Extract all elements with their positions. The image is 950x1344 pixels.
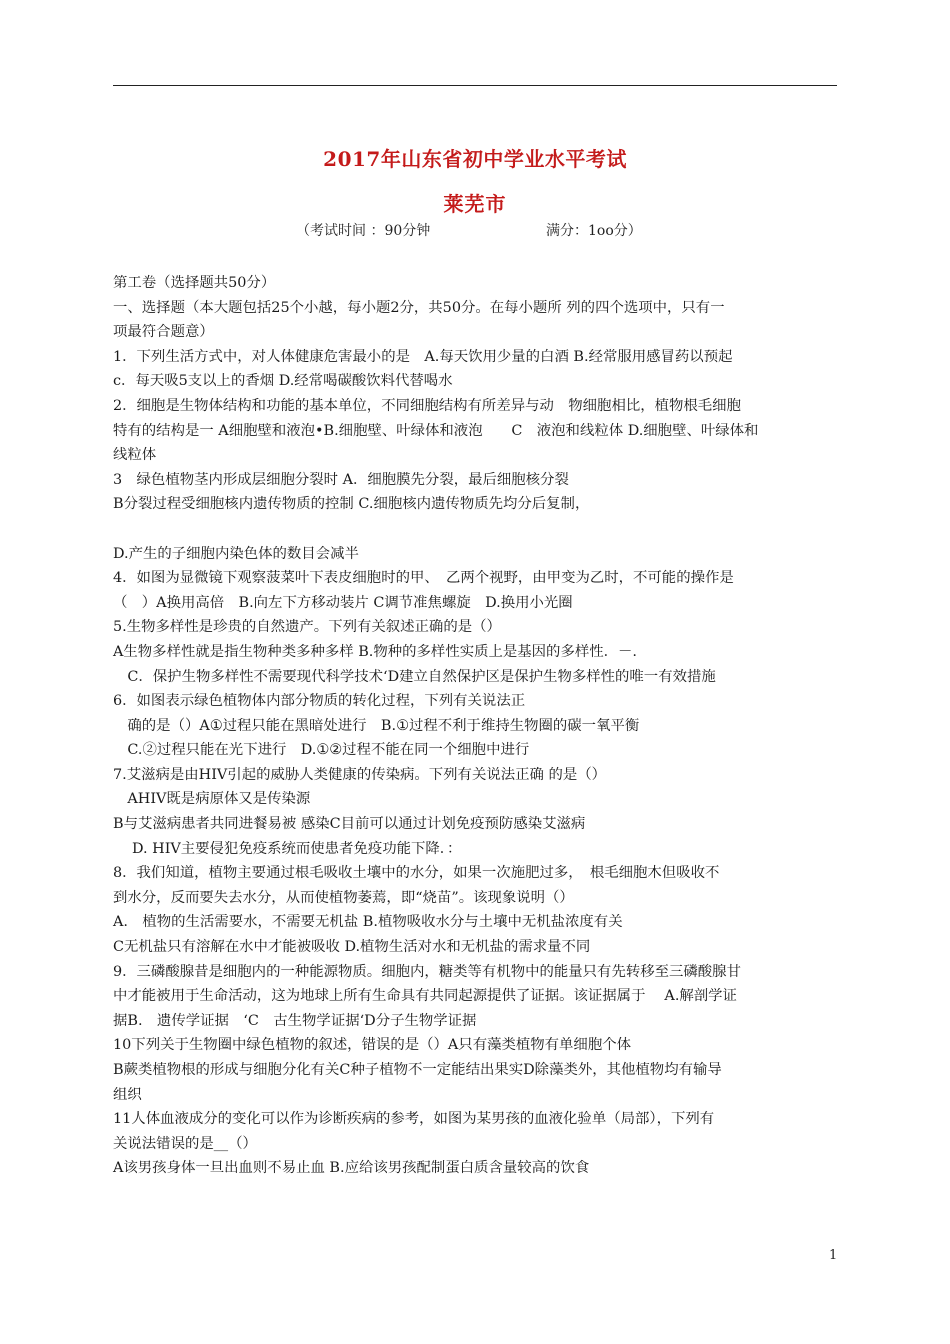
text-line: c．每天吸5支以上的香烟 D.经常喝碳酸饮料代替喝水 (113, 373, 453, 390)
text-line: 第工卷（选择题共50分） (113, 275, 276, 291)
text-line: C．保护生物多样性不需要现代科学技术‘D建立自然保护区是保护生物多样性的唯一有效措施 (113, 668, 716, 685)
text-line: C无机盐只有溶解在水中才能被吸收 D.植物生活对水和无机盐的需求量不同 (113, 939, 591, 956)
text-line: C.②过程只能在光下进行 D.①②过程不能在同一个细胞中进行 (113, 742, 530, 759)
exam-title: 2017年山东省初中学业水平考试 (323, 147, 627, 171)
text-line: 组织 (113, 1086, 142, 1103)
text-line: 据B. 遗传学证据 ‘C 古生物学证据‘D分子生物学证据 (113, 1012, 477, 1029)
exam-city: 莱芜市 (443, 192, 507, 216)
text-line: 特有的结构是一 A细胞壁和液泡•B.细胞壁、叶绿体和液泡 C 液泡和线粒体 D.细胞壁、叶绿体和 (113, 422, 759, 439)
text-line: A. 植物的生活需要水，不需要无机盐 B.植物吸收水分与土壤中无机盐浓度有关 (113, 914, 623, 931)
page-number: 1 (829, 1248, 838, 1263)
text-line: （ ）A换用高倍 B.向左下方移动装片 C调节准焦螺旋 D.换用小光圈 (113, 594, 573, 611)
question-body (113, 271, 841, 1181)
text-line: 确的是（）A①过程只能在黑暗处进行 B.①过程不利于维持生物圈的碳一氧平衡 (113, 717, 640, 734)
text-line: 线粒体 (113, 447, 157, 464)
text-line: 中才能被用于生命活动，这为地球上所有生命具有共同起源提供了证据。该证据属于 A.解剖学证 (113, 988, 737, 1005)
text-line: 10下列关于生物圈中绿色植物的叙述，错误的是（）A只有藻类植物有单细胞个体 (113, 1037, 631, 1054)
text-line: D. HIV主要侵犯免疫系统而使患者免疫功能下降．： (113, 840, 462, 857)
text-line: 项最符合题意） (113, 324, 214, 341)
text-line: 关说法错误的是__（） (113, 1135, 257, 1152)
text-line: 到水分，反而要失去水分，从而使植物萎蔫，即“烧苗”。该现象说明（） (113, 889, 574, 906)
text-line: AHIV既是病原体又是传染源 (113, 791, 311, 808)
text-line: 1．下列生活方式中，对人体健康危害最小的是 A.每天饮用少量的白酒 B.经常服用感冒药以预起 (113, 348, 733, 365)
text-line: B分裂过程受细胞核内遗传物质的控制 C.细胞核内遗传物质先均分后复制， (113, 496, 590, 513)
text-line: B蕨类植物根的形成与细胞分化有关C种子植物不一定能结出果实D除藻类外，其他植物均有输导 (113, 1062, 722, 1078)
text-line: A该男孩身体一旦出血则不易止血 B.应给该男孩配制蛋白质含量较高的饮食 (113, 1160, 590, 1177)
text-line: 9．三磷酸腺昔是细胞内的一种能源物质。细胞内，糖类等有机物中的能量只有先转移至三磷酸腺甘 (113, 963, 741, 980)
header-rule (113, 85, 837, 86)
text-line: B与艾滋病患者共同进餐易被 感染C目前可以通过计划免疫预防感染艾滋病 (113, 816, 586, 833)
text-line: 11人体血液成分的变化可以作为诊断疾病的参考，如图为某男孩的血液化验单（局部），下列有 (113, 1111, 715, 1128)
text-line: 4．如图为显微镜下观察菠菜叶下表皮细胞时的甲、 乙两个视野，由甲变为乙时，不可能的操作是 (113, 570, 734, 587)
exam-time: （考试时间 ：90分钟 (296, 223, 431, 239)
exam-score: 满分：1oo分） (546, 223, 642, 239)
text-line: D.产生的子细胞内染色体的数目会减半 (113, 545, 359, 562)
text-line: 5.生物多样性是珍贵的自然遗产。下列有关叙述正确的是（） (113, 619, 501, 636)
text-line: 2．细胞是生物体结构和功能的基本单位，不同细胞结构有所差异与动 物细胞相比，植物根毛细胞 (113, 397, 741, 414)
text-line: 7.艾滋病是由HIV引起的威胁人类健康的传染病。下列有关说法正确 的是（） (113, 766, 607, 783)
text-line: 3 绿色植物茎内形成层细胞分裂时 A．细胞膜先分裂，最后细胞核分裂 (113, 471, 569, 488)
blank-line (113, 517, 841, 542)
text-line: 6．如图表示绿色植物体内部分物质的转化过程，下列有关说法正 (113, 693, 526, 710)
text-line: A生物多样性就是指生物种类多种多样 B.物种的多样性实质上是基因的多样性．－. (113, 643, 637, 660)
text-line: 一、选择题（本大题包括25个小越，每小题2分，共50分。在每小题所 列的四个选项中，只有一 (113, 299, 725, 316)
text-line: 8．我们知道，植物主要通过根毛吸收土壤中的水分，如果一次施肥过多， 根毛细胞木但吸收不 (113, 865, 720, 882)
